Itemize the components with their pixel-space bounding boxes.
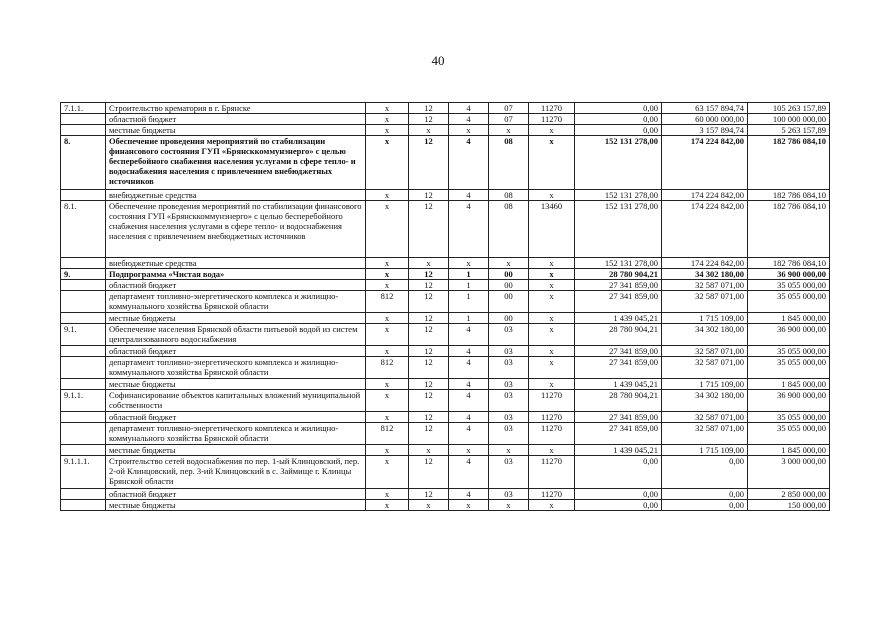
code-target-cell: 08: [489, 190, 529, 201]
code-direction-cell: х: [529, 190, 575, 201]
table-row: [61, 258, 830, 269]
value-year3-cell: 3 000 000,00: [748, 456, 830, 489]
value-year1-cell: 1 439 045,21: [575, 445, 662, 456]
code-direction-cell: х: [529, 445, 575, 456]
code-grbs-cell: х: [366, 412, 409, 423]
code-grbs-cell: х: [366, 258, 409, 269]
row-name-cell: местные бюджеты: [106, 313, 366, 324]
value-year2-cell: 174 224 842,00: [662, 190, 748, 201]
code-direction-cell: 11270: [529, 456, 575, 489]
code-subsection-cell: 4: [449, 390, 489, 412]
table-row: [61, 379, 830, 390]
code-section-cell: 12: [409, 280, 449, 291]
value-year2-cell: 174 224 842,00: [662, 201, 748, 258]
code-grbs-cell: 812: [366, 423, 409, 445]
code-grbs-cell: х: [366, 201, 409, 258]
value-year3-cell: 35 055 000,00: [748, 280, 830, 291]
value-year3-cell: 36 900 000,00: [748, 324, 830, 346]
value-year3-cell: 36 900 000,00: [748, 390, 830, 412]
value-year2-cell: 32 587 071,00: [662, 280, 748, 291]
row-name-cell: областной бюджет: [106, 412, 366, 423]
row-number-cell: 9.1.1.: [61, 390, 106, 412]
code-direction-cell: 13460: [529, 201, 575, 258]
code-section-cell: 12: [409, 324, 449, 346]
code-section-cell: х: [409, 500, 449, 511]
code-direction-cell: х: [529, 500, 575, 511]
row-number-cell: [61, 423, 106, 445]
value-year3-cell: 1 845 000,00: [748, 445, 830, 456]
code-section-cell: 12: [409, 103, 449, 114]
code-subsection-cell: 4: [449, 412, 489, 423]
value-year1-cell: 0,00: [575, 500, 662, 511]
value-year3-cell: 182 786 084,10: [748, 136, 830, 190]
value-year2-cell: 32 587 071,00: [662, 346, 748, 357]
code-direction-cell: 11270: [529, 103, 575, 114]
code-section-cell: 12: [409, 412, 449, 423]
code-direction-cell: х: [529, 324, 575, 346]
code-section-cell: 12: [409, 190, 449, 201]
value-year2-cell: 34 302 180,00: [662, 390, 748, 412]
value-year3-cell: 100 000 000,00: [748, 114, 830, 125]
code-target-cell: 08: [489, 136, 529, 190]
value-year2-cell: 1 715 109,00: [662, 379, 748, 390]
value-year2-cell: 32 587 071,00: [662, 423, 748, 445]
value-year1-cell: 152 131 278,00: [575, 258, 662, 269]
row-name-cell: Обеспечение проведения мероприятий по стабилизации финансового состояния ГУП «Брянсккоммунэнерго» с целью бесперебойного снабжения населения услугами в сфере тепло- и водоснабжения населения с привлечением внебюджетных источников: [106, 201, 366, 258]
code-subsection-cell: х: [449, 445, 489, 456]
table-row: [61, 489, 830, 500]
row-name-cell: местные бюджеты: [106, 379, 366, 390]
row-number-cell: 9.1.1.1.: [61, 456, 106, 489]
value-year3-cell: 35 055 000,00: [748, 412, 830, 423]
page-number: 40: [431, 53, 445, 68]
value-year1-cell: 27 341 859,00: [575, 412, 662, 423]
code-grbs-cell: 812: [366, 357, 409, 379]
code-subsection-cell: 1: [449, 280, 489, 291]
code-target-cell: 03: [489, 489, 529, 500]
value-year3-cell: 150 000,00: [748, 500, 830, 511]
code-direction-cell: х: [529, 379, 575, 390]
code-grbs-cell: х: [366, 114, 409, 125]
row-name-cell: внебюджетные средства: [106, 258, 366, 269]
code-subsection-cell: 4: [449, 489, 489, 500]
value-year3-cell: 35 055 000,00: [748, 423, 830, 445]
row-name-cell: областной бюджет: [106, 346, 366, 357]
code-section-cell: 12: [409, 489, 449, 500]
code-subsection-cell: 4: [449, 114, 489, 125]
value-year3-cell: 182 786 084,10: [748, 201, 830, 258]
code-direction-cell: х: [529, 346, 575, 357]
table-row: [61, 423, 830, 445]
code-section-cell: х: [409, 125, 449, 136]
code-subsection-cell: 4: [449, 456, 489, 489]
row-number-cell: [61, 190, 106, 201]
code-direction-cell: х: [529, 357, 575, 379]
table-row: [61, 291, 830, 313]
code-target-cell: 03: [489, 379, 529, 390]
code-direction-cell: 11270: [529, 390, 575, 412]
row-number-cell: [61, 280, 106, 291]
table-row: [61, 445, 830, 456]
table-row: [61, 269, 830, 280]
code-subsection-cell: 4: [449, 190, 489, 201]
row-name-cell: Обеспечение населения Брянской области питьевой водой из систем централизованного водоснабжения: [106, 324, 366, 346]
code-target-cell: 03: [489, 357, 529, 379]
code-grbs-cell: х: [366, 390, 409, 412]
code-subsection-cell: 4: [449, 324, 489, 346]
code-target-cell: х: [489, 125, 529, 136]
code-target-cell: 07: [489, 114, 529, 125]
row-name-cell: департамент топливно-энергетического комплекса и жилищно-коммунального хозяйства Брянской области: [106, 291, 366, 313]
code-target-cell: 03: [489, 346, 529, 357]
row-name-cell: департамент топливно-энергетического комплекса и жилищно-коммунального хозяйства Брянской области: [106, 423, 366, 445]
code-section-cell: 12: [409, 346, 449, 357]
value-year2-cell: 174 224 842,00: [662, 258, 748, 269]
code-grbs-cell: х: [366, 456, 409, 489]
code-section-cell: 12: [409, 423, 449, 445]
row-name-cell: областной бюджет: [106, 280, 366, 291]
code-direction-cell: х: [529, 291, 575, 313]
value-year1-cell: 152 131 278,00: [575, 190, 662, 201]
value-year1-cell: 28 780 904,21: [575, 390, 662, 412]
code-direction-cell: х: [529, 136, 575, 190]
row-name-cell: Подпрограмма «Чистая вода»: [106, 269, 366, 280]
row-number-cell: [61, 258, 106, 269]
value-year1-cell: 152 131 278,00: [575, 201, 662, 258]
code-subsection-cell: х: [449, 258, 489, 269]
row-name-cell: департамент топливно-энергетического комплекса и жилищно-коммунального хозяйства Брянской области: [106, 357, 366, 379]
value-year2-cell: 34 302 180,00: [662, 324, 748, 346]
code-subsection-cell: 4: [449, 103, 489, 114]
code-target-cell: 07: [489, 103, 529, 114]
value-year2-cell: 34 302 180,00: [662, 269, 748, 280]
value-year2-cell: 60 000 000,00: [662, 114, 748, 125]
table-row: [61, 357, 830, 379]
value-year2-cell: 1 715 109,00: [662, 445, 748, 456]
row-number-cell: [61, 114, 106, 125]
value-year3-cell: 2 850 000,00: [748, 489, 830, 500]
row-number-cell: [61, 379, 106, 390]
value-year2-cell: 0,00: [662, 500, 748, 511]
value-year1-cell: 152 131 278,00: [575, 136, 662, 190]
code-grbs-cell: 812: [366, 291, 409, 313]
code-grbs-cell: х: [366, 324, 409, 346]
code-target-cell: 00: [489, 269, 529, 280]
row-number-cell: [61, 313, 106, 324]
code-section-cell: х: [409, 445, 449, 456]
value-year1-cell: 0,00: [575, 456, 662, 489]
value-year3-cell: 1 845 000,00: [748, 313, 830, 324]
row-number-cell: [61, 125, 106, 136]
row-name-cell: Строительство крематория в г. Брянске: [106, 103, 366, 114]
code-subsection-cell: 4: [449, 136, 489, 190]
table-row: [61, 103, 830, 114]
row-number-cell: 9.: [61, 269, 106, 280]
code-section-cell: 12: [409, 201, 449, 258]
code-grbs-cell: х: [366, 269, 409, 280]
value-year3-cell: 35 055 000,00: [748, 357, 830, 379]
value-year2-cell: 32 587 071,00: [662, 357, 748, 379]
code-grbs-cell: х: [366, 445, 409, 456]
value-year3-cell: 36 900 000,00: [748, 269, 830, 280]
value-year2-cell: 174 224 842,00: [662, 136, 748, 190]
row-name-cell: Софинансирование объектов капитальных вложений муниципальной собственности: [106, 390, 366, 412]
code-target-cell: 03: [489, 324, 529, 346]
code-section-cell: 12: [409, 390, 449, 412]
code-section-cell: 12: [409, 456, 449, 489]
row-number-cell: 8.1.: [61, 201, 106, 258]
code-section-cell: 12: [409, 136, 449, 190]
code-direction-cell: х: [529, 269, 575, 280]
code-subsection-cell: х: [449, 125, 489, 136]
value-year1-cell: 27 341 859,00: [575, 346, 662, 357]
table-row: [61, 280, 830, 291]
code-subsection-cell: 4: [449, 357, 489, 379]
code-grbs-cell: х: [366, 280, 409, 291]
table-row: [61, 456, 830, 489]
code-section-cell: 12: [409, 291, 449, 313]
row-name-cell: местные бюджеты: [106, 500, 366, 511]
value-year3-cell: 1 845 000,00: [748, 379, 830, 390]
value-year2-cell: 32 587 071,00: [662, 412, 748, 423]
value-year1-cell: 27 341 859,00: [575, 291, 662, 313]
value-year2-cell: 63 157 894,74: [662, 103, 748, 114]
row-number-cell: 9.1.: [61, 324, 106, 346]
row-number-cell: [61, 346, 106, 357]
table-row: [61, 313, 830, 324]
value-year2-cell: 3 157 894,74: [662, 125, 748, 136]
value-year1-cell: 27 341 859,00: [575, 423, 662, 445]
row-name-cell: внебюджетные средства: [106, 190, 366, 201]
row-name-cell: Обеспечение проведения мероприятий по стабилизации финансового состояния ГУП «Брянсккоммунэнерго» с целью бесперебойного снабжения населения услугами в сфере тепло- и водоснабжения населения с привлечением внебюджетных источников: [106, 136, 366, 190]
budget-table: [60, 102, 830, 511]
code-direction-cell: 11270: [529, 114, 575, 125]
value-year1-cell: 0,00: [575, 125, 662, 136]
value-year2-cell: 32 587 071,00: [662, 291, 748, 313]
code-target-cell: х: [489, 500, 529, 511]
row-name-cell: областной бюджет: [106, 489, 366, 500]
row-name-cell: местные бюджеты: [106, 445, 366, 456]
code-target-cell: 03: [489, 390, 529, 412]
table-row: [61, 346, 830, 357]
row-number-cell: [61, 489, 106, 500]
value-year1-cell: 28 780 904,21: [575, 269, 662, 280]
code-direction-cell: х: [529, 258, 575, 269]
code-target-cell: 00: [489, 313, 529, 324]
table-row: [61, 114, 830, 125]
code-grbs-cell: х: [366, 103, 409, 114]
code-target-cell: 08: [489, 201, 529, 258]
table-row: [61, 412, 830, 423]
code-subsection-cell: 4: [449, 423, 489, 445]
code-direction-cell: 11270: [529, 489, 575, 500]
code-subsection-cell: 1: [449, 291, 489, 313]
code-grbs-cell: х: [366, 346, 409, 357]
row-number-cell: [61, 357, 106, 379]
value-year3-cell: 182 786 084,10: [748, 190, 830, 201]
code-subsection-cell: 4: [449, 346, 489, 357]
code-direction-cell: 11270: [529, 412, 575, 423]
code-subsection-cell: 1: [449, 269, 489, 280]
code-grbs-cell: х: [366, 379, 409, 390]
code-section-cell: 12: [409, 114, 449, 125]
row-number-cell: 8.: [61, 136, 106, 190]
row-number-cell: [61, 500, 106, 511]
code-target-cell: х: [489, 445, 529, 456]
value-year2-cell: 1 715 109,00: [662, 313, 748, 324]
value-year1-cell: 27 341 859,00: [575, 357, 662, 379]
value-year1-cell: 0,00: [575, 489, 662, 500]
code-subsection-cell: 1: [449, 313, 489, 324]
code-direction-cell: 11270: [529, 423, 575, 445]
code-grbs-cell: х: [366, 313, 409, 324]
code-direction-cell: х: [529, 125, 575, 136]
table-row: [61, 125, 830, 136]
value-year1-cell: 0,00: [575, 103, 662, 114]
row-name-cell: Строительство сетей водоснабжения по пер. 1-ый Клинцовский, пер. 2-ой Клинцовский, пер. 3-ий Клинцовский в с. Займище г. Клинцы Брянской области: [106, 456, 366, 489]
value-year3-cell: 35 055 000,00: [748, 291, 830, 313]
value-year1-cell: 1 439 045,21: [575, 313, 662, 324]
value-year3-cell: 182 786 084,10: [748, 258, 830, 269]
table-row: [61, 500, 830, 511]
code-grbs-cell: х: [366, 136, 409, 190]
row-name-cell: местные бюджеты: [106, 125, 366, 136]
code-target-cell: 03: [489, 456, 529, 489]
code-grbs-cell: х: [366, 489, 409, 500]
row-number-cell: 7.1.1.: [61, 103, 106, 114]
code-section-cell: 12: [409, 313, 449, 324]
code-subsection-cell: х: [449, 500, 489, 511]
value-year2-cell: 0,00: [662, 489, 748, 500]
code-grbs-cell: х: [366, 500, 409, 511]
code-target-cell: 03: [489, 423, 529, 445]
value-year3-cell: 5 263 157,89: [748, 125, 830, 136]
row-number-cell: [61, 412, 106, 423]
value-year1-cell: 28 780 904,21: [575, 324, 662, 346]
code-target-cell: 03: [489, 412, 529, 423]
row-name-cell: областной бюджет: [106, 114, 366, 125]
table-row: [61, 136, 830, 190]
code-direction-cell: х: [529, 313, 575, 324]
value-year3-cell: 105 263 157,89: [748, 103, 830, 114]
code-subsection-cell: 4: [449, 379, 489, 390]
code-subsection-cell: 4: [449, 201, 489, 258]
code-section-cell: 12: [409, 269, 449, 280]
code-target-cell: 00: [489, 291, 529, 313]
table-row: [61, 190, 830, 201]
code-section-cell: х: [409, 258, 449, 269]
code-section-cell: 12: [409, 357, 449, 379]
row-number-cell: [61, 291, 106, 313]
code-section-cell: 12: [409, 379, 449, 390]
code-grbs-cell: х: [366, 125, 409, 136]
table-row: [61, 390, 830, 412]
code-target-cell: х: [489, 258, 529, 269]
value-year1-cell: 27 341 859,00: [575, 280, 662, 291]
code-direction-cell: х: [529, 280, 575, 291]
table-row: [61, 201, 830, 258]
value-year2-cell: 0,00: [662, 456, 748, 489]
code-target-cell: 00: [489, 280, 529, 291]
value-year3-cell: 35 055 000,00: [748, 346, 830, 357]
code-grbs-cell: х: [366, 190, 409, 201]
row-number-cell: [61, 445, 106, 456]
value-year1-cell: 1 439 045,21: [575, 379, 662, 390]
table-row: [61, 324, 830, 346]
value-year1-cell: 0,00: [575, 114, 662, 125]
